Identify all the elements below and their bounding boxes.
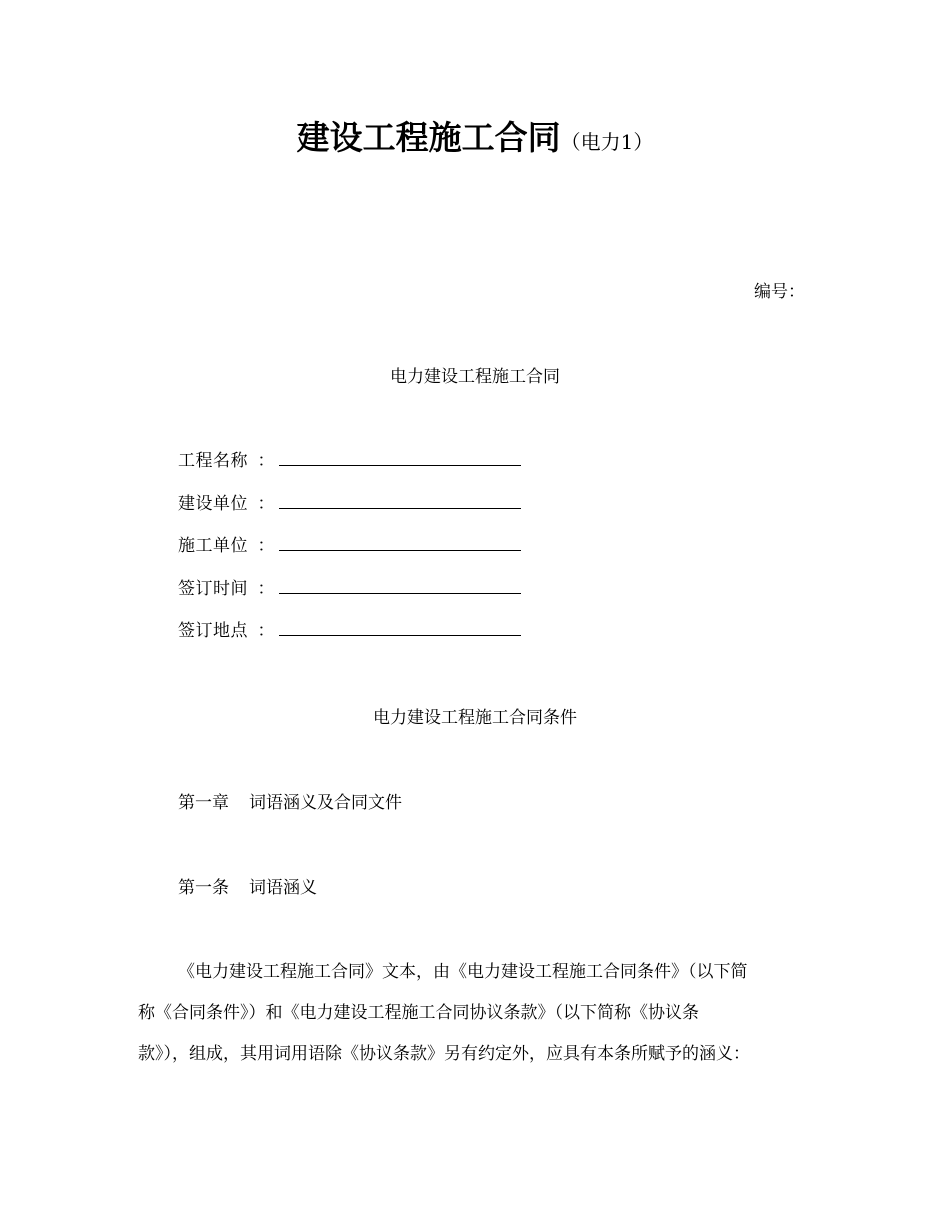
field-colon: ： [257,578,275,599]
field-contractor [178,531,521,574]
conditions-heading: 电力建设工程施工合同条件 [373,708,577,728]
chapter-title: 词语涵义及合同文件 [249,793,402,813]
article-number: 第一条 [178,878,229,898]
field-label: 施工单位 [178,536,248,556]
contract-heading: 电力建设工程施工合同 [390,367,560,387]
chapter-heading [178,788,402,813]
field-blank-line[interactable] [279,531,521,551]
field-colon: ： [257,536,275,556]
field-blank-line[interactable] [279,574,521,594]
field-project-name [178,446,521,489]
field-colon: ： [257,621,275,641]
field-label: 签订时间 [178,578,248,599]
field-blank-line[interactable] [279,446,521,466]
body-paragraph [138,957,828,1080]
article-title: 词语涵义 [249,878,317,898]
field-client [178,489,521,532]
field-blank-line[interactable] [279,616,521,636]
field-label: 工程名称 [178,451,248,471]
title-main: 建设工程施工合同 [296,118,561,157]
document-title [0,112,950,159]
field-label: 建设单位 [178,493,248,514]
contract-fields [178,446,521,659]
field-signing-place [178,616,521,659]
chapter-number: 第一章 [178,793,229,813]
paragraph-line: 称《合同条件》）和《电力建设工程施工合同协议条款》（以下简称《协议条 [138,1003,699,1023]
document-number-label: 编号： [754,282,805,302]
article-heading [178,873,317,898]
field-colon: ： [257,451,275,471]
paragraph-line: 《电力建设工程施工合同》文本，由《电力建设工程施工合同条件》（以下简 [178,962,748,982]
field-colon: ： [257,493,275,514]
field-blank-line[interactable] [279,489,521,509]
title-subtitle: （电力1） [560,130,654,154]
field-label: 签订地点 [178,621,248,641]
paragraph-line: 款》），组成，其用词用语除《协议条款》另有约定外，应具有本条所赋予的涵义： [138,1044,750,1064]
field-signing-date [178,574,521,617]
